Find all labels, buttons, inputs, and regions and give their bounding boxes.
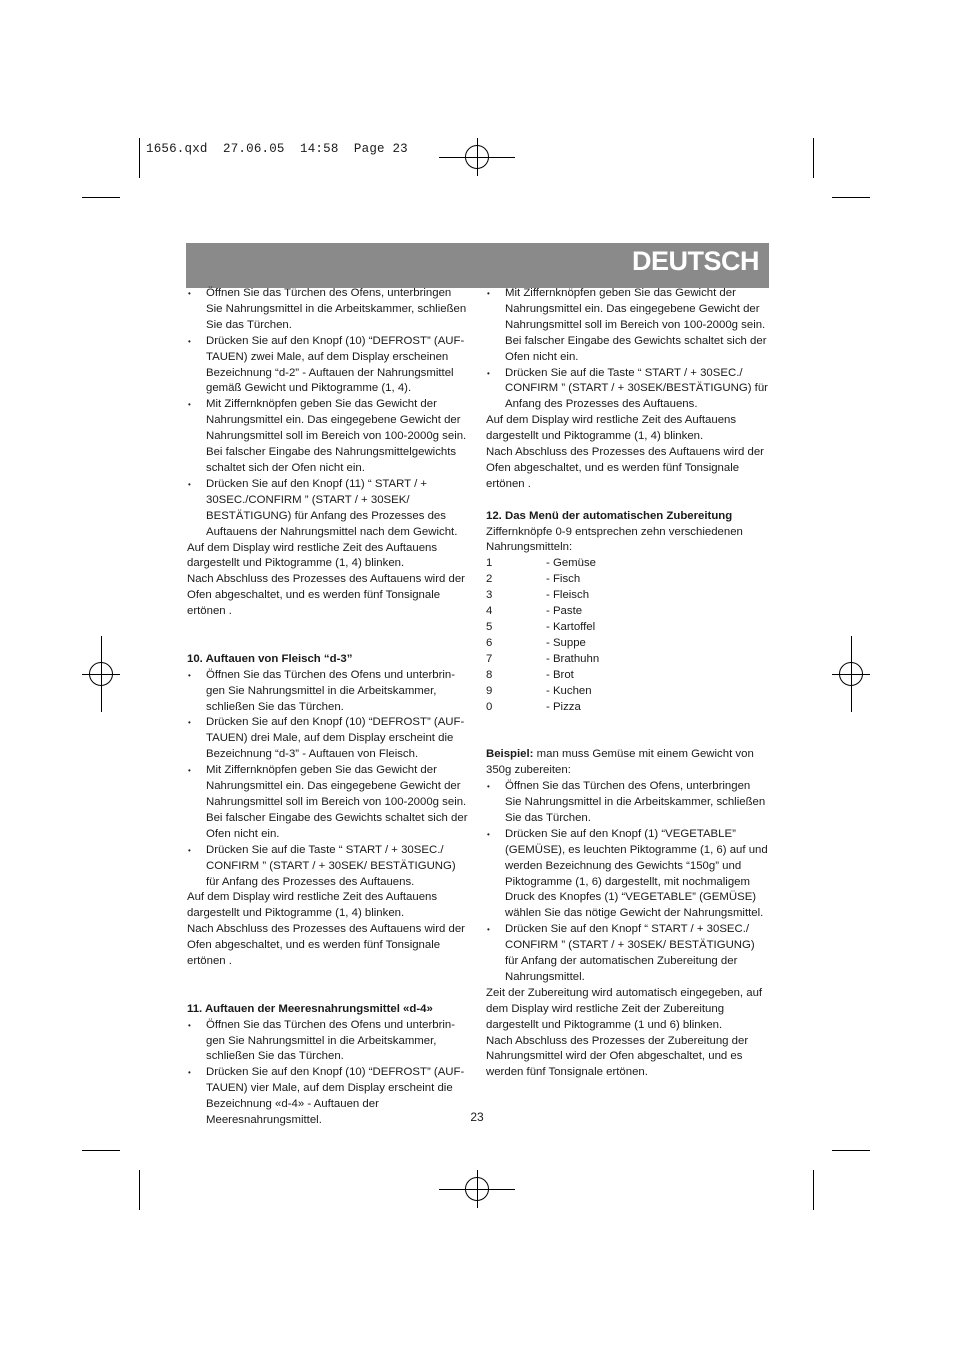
list-item: • Drücken Sie auf den Knopf (10) “DEFROST” (AUF-TAUEN) drei Male, auf dem Display erscheint die Bezeichnung “d-3” - Auftauen von Fleisch. [187,715,469,763]
menu-label: - Suppe [546,636,586,649]
crop-mark-bottom-right-v [813,1170,814,1210]
section-heading-11: 11. Auftauen der Meeresnahrungsmittel «d-4» [187,1002,433,1015]
menu-label: - Paste [546,605,583,618]
menu-row [486,588,768,604]
list-item: • Mit Ziffernknöpfen geben Sie das Gewicht der Nahrungsmittel ein. Das eingegebene Gewicht der Nahrungsmittel soll im Bereich von 100-2000g sein. Bei falscher Eingabe des Nahrungsmittelgewichts schaltet sich der Ofen nicht ein. [187,397,469,477]
crop-mark-bottom-left-v [139,1170,140,1210]
registration-mark-bottom-circle [465,1177,489,1201]
menu-row [486,668,768,684]
right-column [486,286,768,1081]
list-item: • Öffnen Sie das Türchen des Ofens und unterbrin-gen Sie Nahrungsmittel in die Arbeitskammer, schließen Sie das Türchen. [187,1018,469,1066]
menu-label: - Kartoffel [546,621,596,634]
menu-key: 2 [486,573,493,586]
list-item: • Drücken Sie auf den Knopf “ START / + 30SEC./ CONFIRM ” (START / + 30SEK/ BESTÄTIGUNG) für Anfang der automatischen Zubereitung der Nahrungsmittel. [486,922,768,986]
menu-row [486,572,768,588]
intro-steps-list [486,286,768,413]
paragraph: Ziffernknöpfe 0-9 entsprechen zehn verschiedenen Nahrungsmitteln: [486,525,743,554]
menu-key: 6 [486,636,493,649]
list-item: • Mit Ziffernknöpfen geben Sie das Gewicht der Nahrungsmittel ein. Das eingegebene Gewicht der Nahrungsmittel soll im Bereich von 100-2000g sein. Bei falscher Eingabe des Gewichts schaltet sich der Ofen nicht ein. [486,286,768,366]
list-item: • Drücken Sie auf den Knopf (10) “DEFROST” (AUF-TAUEN) zwei Male, auf dem Display erscheinen Bezeichnung “d-2” - Auftauen der Nahrungsmittel gemäß Gewicht und Piktogramme (1, 4). [187,334,469,398]
paragraph: Nach Abschluss des Prozesses des Auftauens wird der Ofen abgeschaltet, und es werden fünf Tonsignale ertönen . [187,923,465,968]
menu-key: 8 [486,668,493,681]
crop-mark-top-right-v [813,138,814,178]
crop-mark-top-left-h [82,197,120,198]
list-item: • Mit Ziffernknöpfen geben Sie das Gewicht der Nahrungsmittel ein. Das eingegebene Gewicht der Nahrungsmittel soll im Bereich von 100-2000g sein. Bei falscher Eingabe des Gewichts schaltet sich der Ofen nicht ein. [187,763,469,843]
crop-mark-bottom-right-h [832,1150,870,1151]
crop-mark-bottom-left-h [82,1150,120,1151]
registration-mark-left-circle [89,662,113,686]
menu-label: - Fisch [546,573,581,586]
paragraph: Auf dem Display wird restliche Zeit des Auftauens dargestellt und Piktogramme (1, 4) blinken. [187,541,438,570]
paragraph: Nach Abschluss des Prozesses der Zubereitung der Nahrungsmittel wird der Ofen abgeschaltet, und es werden fünf Tonsignale ertönen. [486,1034,749,1079]
registration-mark-right-circle [839,662,863,686]
list-item: • Öffnen Sie das Türchen des Ofens, unterbringen Sie Nahrungsmittel in die Arbeitskammer, schließen Sie das Türchen. [486,779,768,827]
list-item: • Öffnen Sie das Türchen des Ofens, unterbringen Sie Nahrungsmittel in die Arbeitskammer, schließen Sie das Türchen. [187,286,469,334]
list-item: • Drücken Sie auf den Knopf (1) “VEGETABLE” (GEMÜSE), es leuchten Piktogramme (1, 6) auf und werden Bezeichnung des Gewichts “150g” und Piktogramme (1, 6) dargestellt, mit nochmaligem Druck des Knopfes (1) “VEGETABLE” (GEMÜSE) wählen Sie das nötige Gewicht der Nahrungsmittel. [486,827,768,922]
list-item: • Drücken Sie auf den Knopf (10) “DEFROST” (AUF-TAUEN) vier Male, auf dem Display erscheint die Bezeichnung «d-4» - Auftauen der Meeresnahrungsmittel. [187,1065,469,1129]
menu-key: 3 [486,589,493,602]
crop-mark-top-left-v [139,138,140,178]
banner-title: DEUTSCH [631,246,759,276]
menu-label: - Brathuhn [546,652,600,665]
list-item: • Drücken Sie auf die Taste “ START / + 30SEC./ CONFIRM ” (START / + 30SEK/BESTÄTIGUNG) für Anfang des Prozesses des Auftauens. [486,366,768,414]
menu-row [486,652,768,668]
menu-key: 7 [486,652,493,665]
menu-row [486,700,768,716]
page-number: 23 [470,1110,484,1124]
list-item: • Drücken Sie auf die Taste “ START / + 30SEC./ CONFIRM ” (START / + 30SEK/ BESTÄTIGUNG) für Anfang des Prozesses des Auftauens. [187,843,469,891]
intro-steps-list [187,286,469,541]
menu-key: 4 [486,605,493,618]
menu-row [486,604,768,620]
menu-label: - Brot [546,668,574,681]
example-paragraph [486,747,768,779]
section-heading-10: 10. Auftauen von Fleisch “d-3” [187,652,353,665]
menu-label: - Gemüse [546,557,597,570]
list-item: • Öffnen Sie das Türchen des Ofens und unterbrin-gen Sie Nahrungsmittel in die Arbeitskammer, schließen Sie das Türchen. [187,668,469,716]
list-item: • Drücken Sie auf den Knopf (11) “ START / + 30SEC./CONFIRM ” (START / + 30SEK/ BESTÄTIGUNG) für Anfang des Prozesses des Auftauens der Nahrungsmittel nach dem Gewicht. [187,477,469,541]
menu-key: 0 [486,700,493,713]
crop-mark-top-right-h [832,197,870,198]
menu-row [486,556,768,572]
paragraph: Auf dem Display wird restliche Zeit des Auftauens dargestellt und Piktogramme (1, 4) blinken. [486,414,737,443]
example-text: man muss Gemüse mit einem Gewicht von 350g zubereiten: [486,748,754,777]
menu-label: - Pizza [546,700,581,713]
print-slug: 1656.qxd 27.06.05 14:58 Page 23 [146,142,408,156]
registration-mark-top-circle [465,145,489,169]
left-column [187,286,469,1129]
menu-row [486,620,768,636]
menu-key: 5 [486,621,493,634]
section-heading-12: 12. Das Menü der automatischen Zubereitung [486,509,733,522]
menu-row [486,684,768,700]
paragraph: Zeit der Zubereitung wird automatisch eingegeben, auf dem Display wird restliche Zeit der Zubereitung dargestellt und Piktogramme (1 und 6) blinken. [486,986,763,1031]
language-banner [186,243,769,288]
example-steps-list [486,779,768,986]
paragraph: Auf dem Display wird restliche Zeit des Auftauens dargestellt und Piktogramme (1, 4) blinken. [187,891,438,920]
menu-row [486,636,768,652]
auto-menu-list [486,556,768,715]
menu-label: - Kuchen [546,684,592,697]
example-label: Beispiel: [486,748,534,761]
paragraph: Nach Abschluss des Prozesses des Auftauens wird der Ofen abgeschaltet, und es werden fünf Tonsignale ertönen . [187,573,465,618]
paragraph: Nach Abschluss des Prozesses des Auftauens wird der Ofen abgeschaltet, und es werden fünf Tonsignale ertönen . [486,446,764,490]
menu-label: - Fleisch [546,589,590,602]
menu-key: 1 [486,557,493,570]
section-10-steps-list [187,668,469,891]
menu-key: 9 [486,684,493,697]
